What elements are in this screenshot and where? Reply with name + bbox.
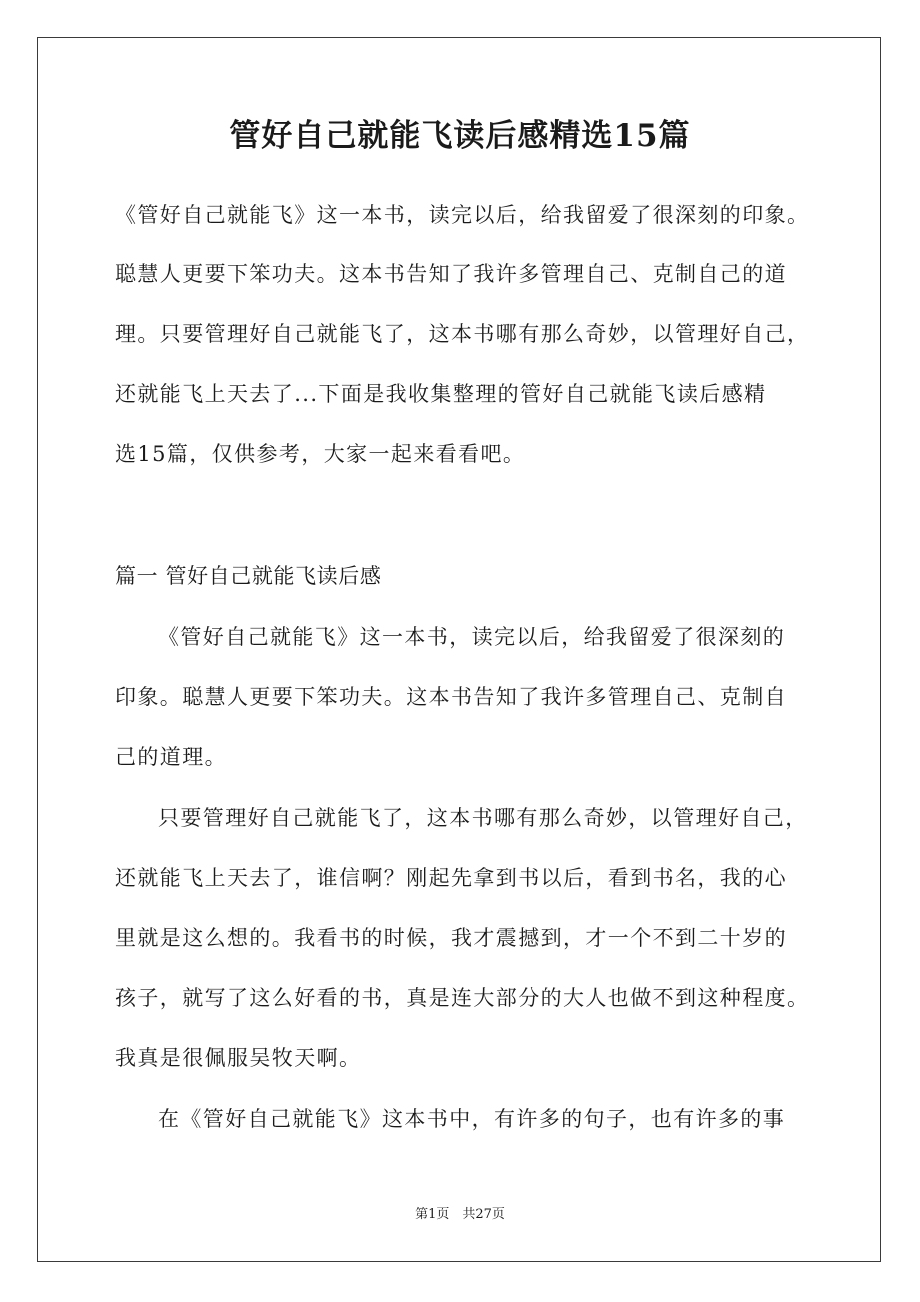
- paragraph-line: 孩子，就写了这么好看的书，真是连大部分的大人也做不到这种程度。: [115, 986, 810, 1010]
- paragraph-line: 印象。聪慧人更要下笨功夫。这本书告知了我许多管理自己、克制自: [115, 685, 787, 709]
- intro-line: 还就能飞上天去了...下面是我收集整理的管好自己就能飞读后感精: [115, 382, 767, 406]
- paragraph-line: 里就是这么想的。我看书的时候，我才震撼到，才一个不到二十岁的: [115, 926, 787, 950]
- document-title: 管好自己就能飞读后感精选15篇: [229, 118, 691, 154]
- paragraph-line: 还就能飞上天去了，谁信啊？刚起先拿到书以后，看到书名，我的心: [115, 866, 787, 890]
- page-number-footer: 第1页 共27页: [415, 1207, 505, 1222]
- section-heading: 篇一 管好自己就能飞读后感: [115, 564, 382, 588]
- paragraph-line: 只要管理好自己就能飞了，这本书哪有那么奇妙，以管理好自己，: [158, 806, 808, 830]
- intro-line: 《管好自己就能飞》这一本书，读完以后，给我留爱了很深刻的印象。: [115, 203, 810, 227]
- intro-line: 选15篇，仅供参考，大家一起来看看吧。: [115, 442, 526, 466]
- paragraph-line: 《管好自己就能飞》这一本书，读完以后，给我留爱了很深刻的: [158, 625, 786, 649]
- paragraph-line: 己的道理。: [115, 745, 227, 769]
- paragraph-line: 我真是很佩服吴牧天啊。: [115, 1046, 362, 1070]
- intro-line: 聪慧人更要下笨功夫。这本书告知了我许多管理自己、克制自己的道: [115, 262, 787, 286]
- paragraph-line: 在《管好自己就能飞》这本书中，有许多的句子，也有许多的事: [158, 1107, 786, 1131]
- intro-line: 理。只要管理好自己就能飞了，这本书哪有那么奇妙，以管理好自己，: [115, 322, 810, 346]
